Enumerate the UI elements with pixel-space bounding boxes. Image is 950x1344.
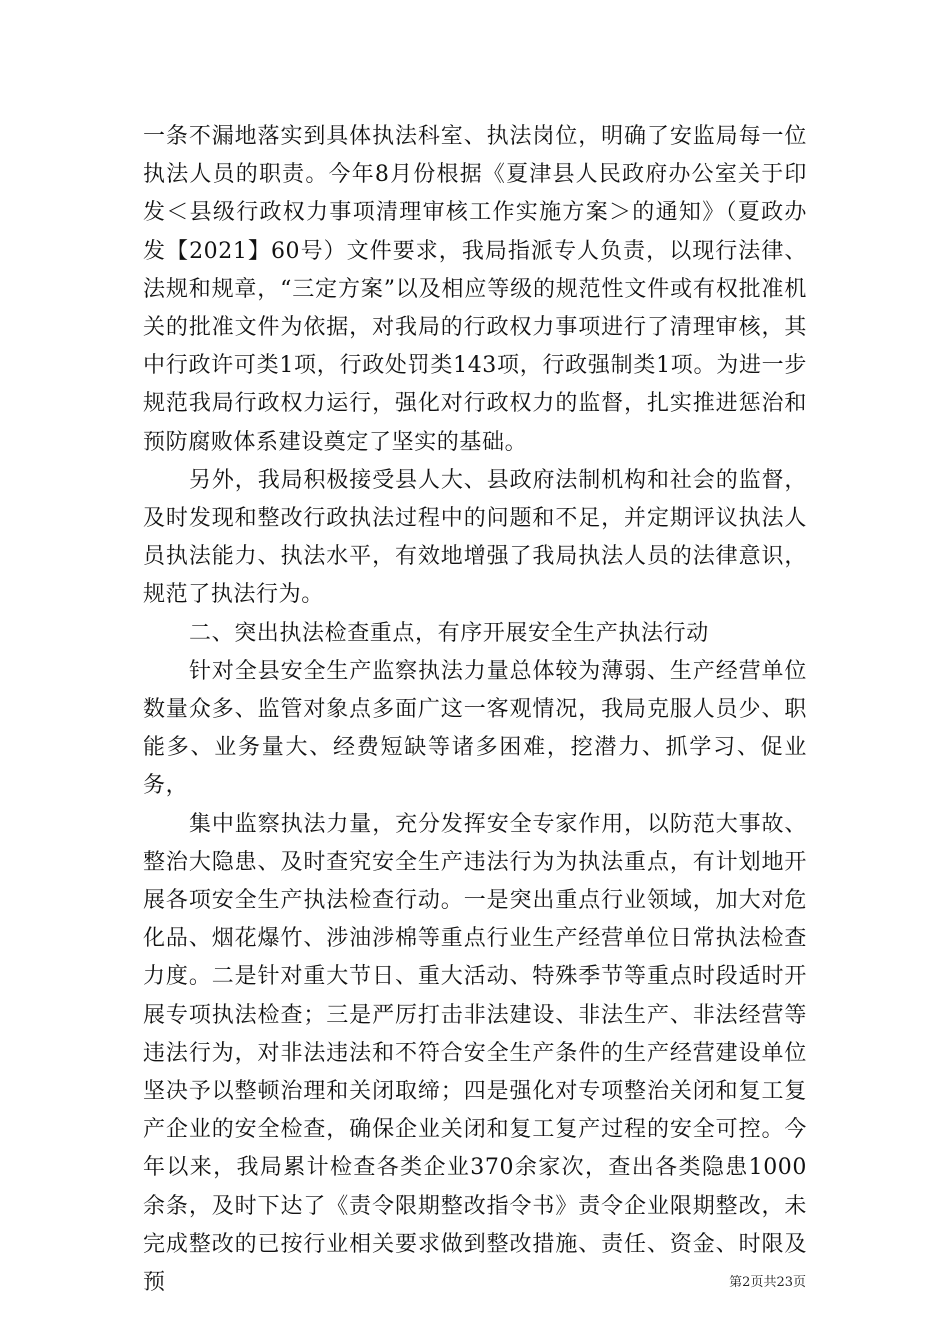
paragraph-continuation: 一条不漏地落实到具体执法科室、执法岗位，明确了安监局每一位执法人员的职责。今年8月份根据《夏津县人民政府办公室关于印发＜县级行政权力事项清理审核工作实施方案＞的通知》（夏政办发【2021】60号）文件要求，我局指派专人负责，以现行法律、法规和规章，“三定方案”以及相应等级的规范性文件或有权批准机关的批准文件为依据，对我局的行政权力事项进行了清理审核，其中行政许可类1项，行政处罚类143项，行政强制类1项。为进一步规范我局行政权力运行，强化对行政权力的监督，扎实推进惩治和预防腐败体系建设奠定了坚实的基础。: [143, 124, 807, 455]
paragraph-supervision: 另外，我局积极接受县人大、县政府法制机构和社会的监督，及时发现和整改行政执法过程中的问题和不足，并定期评议执法人员执法能力、执法水平，有效地增强了我局执法人员的法律意识，规范了执法行为。: [143, 467, 807, 608]
document-body: [143, 118, 807, 1302]
page-number: 第2页共23页: [729, 1275, 806, 1290]
paragraph-situation: 针对全县安全生产监察执法力量总体较为薄弱、生产经营单位数量众多、监管对象点多面广这一客观情况，我局克服人员少、职能多、业务量大、经费短缺等诸多困难，挖潜力、抓学习、促业务，: [143, 658, 807, 799]
paragraph-inspections: 集中监察执法力量，充分发挥安全专家作用，以防范大事故、整治大隐患、及时查究安全生产违法行为为执法重点，有计划地开展各项安全生产执法检查行动。一是突出重点行业领域，加大对危化品、烟花爆竹、涉油涉棉等重点行业生产经营单位日常执法检查力度。二是针对重大节日、重大活动、特殊季节等重点时段适时开展专项执法检查；三是严厉打击非法建设、非法生产、非法经营等违法行为，对非法违法和不符合安全生产条件的生产经营建设单位坚决予以整顿治理和关闭取缔；四是强化对专项整治关闭和复工复产企业的安全检查，确保企业关闭和复工复产过程的安全可控。今年以来，我局累计检查各类企业370余家次，查出各类隐患1000余条，及时下达了《责令限期整改指令书》责令企业限期整改，未完成整改的已按行业相关要求做到整改措施、责任、资金、时限及预: [143, 811, 807, 1296]
section-heading: 二、突出执法检查重点，有序开展安全生产执法行动: [189, 620, 709, 646]
